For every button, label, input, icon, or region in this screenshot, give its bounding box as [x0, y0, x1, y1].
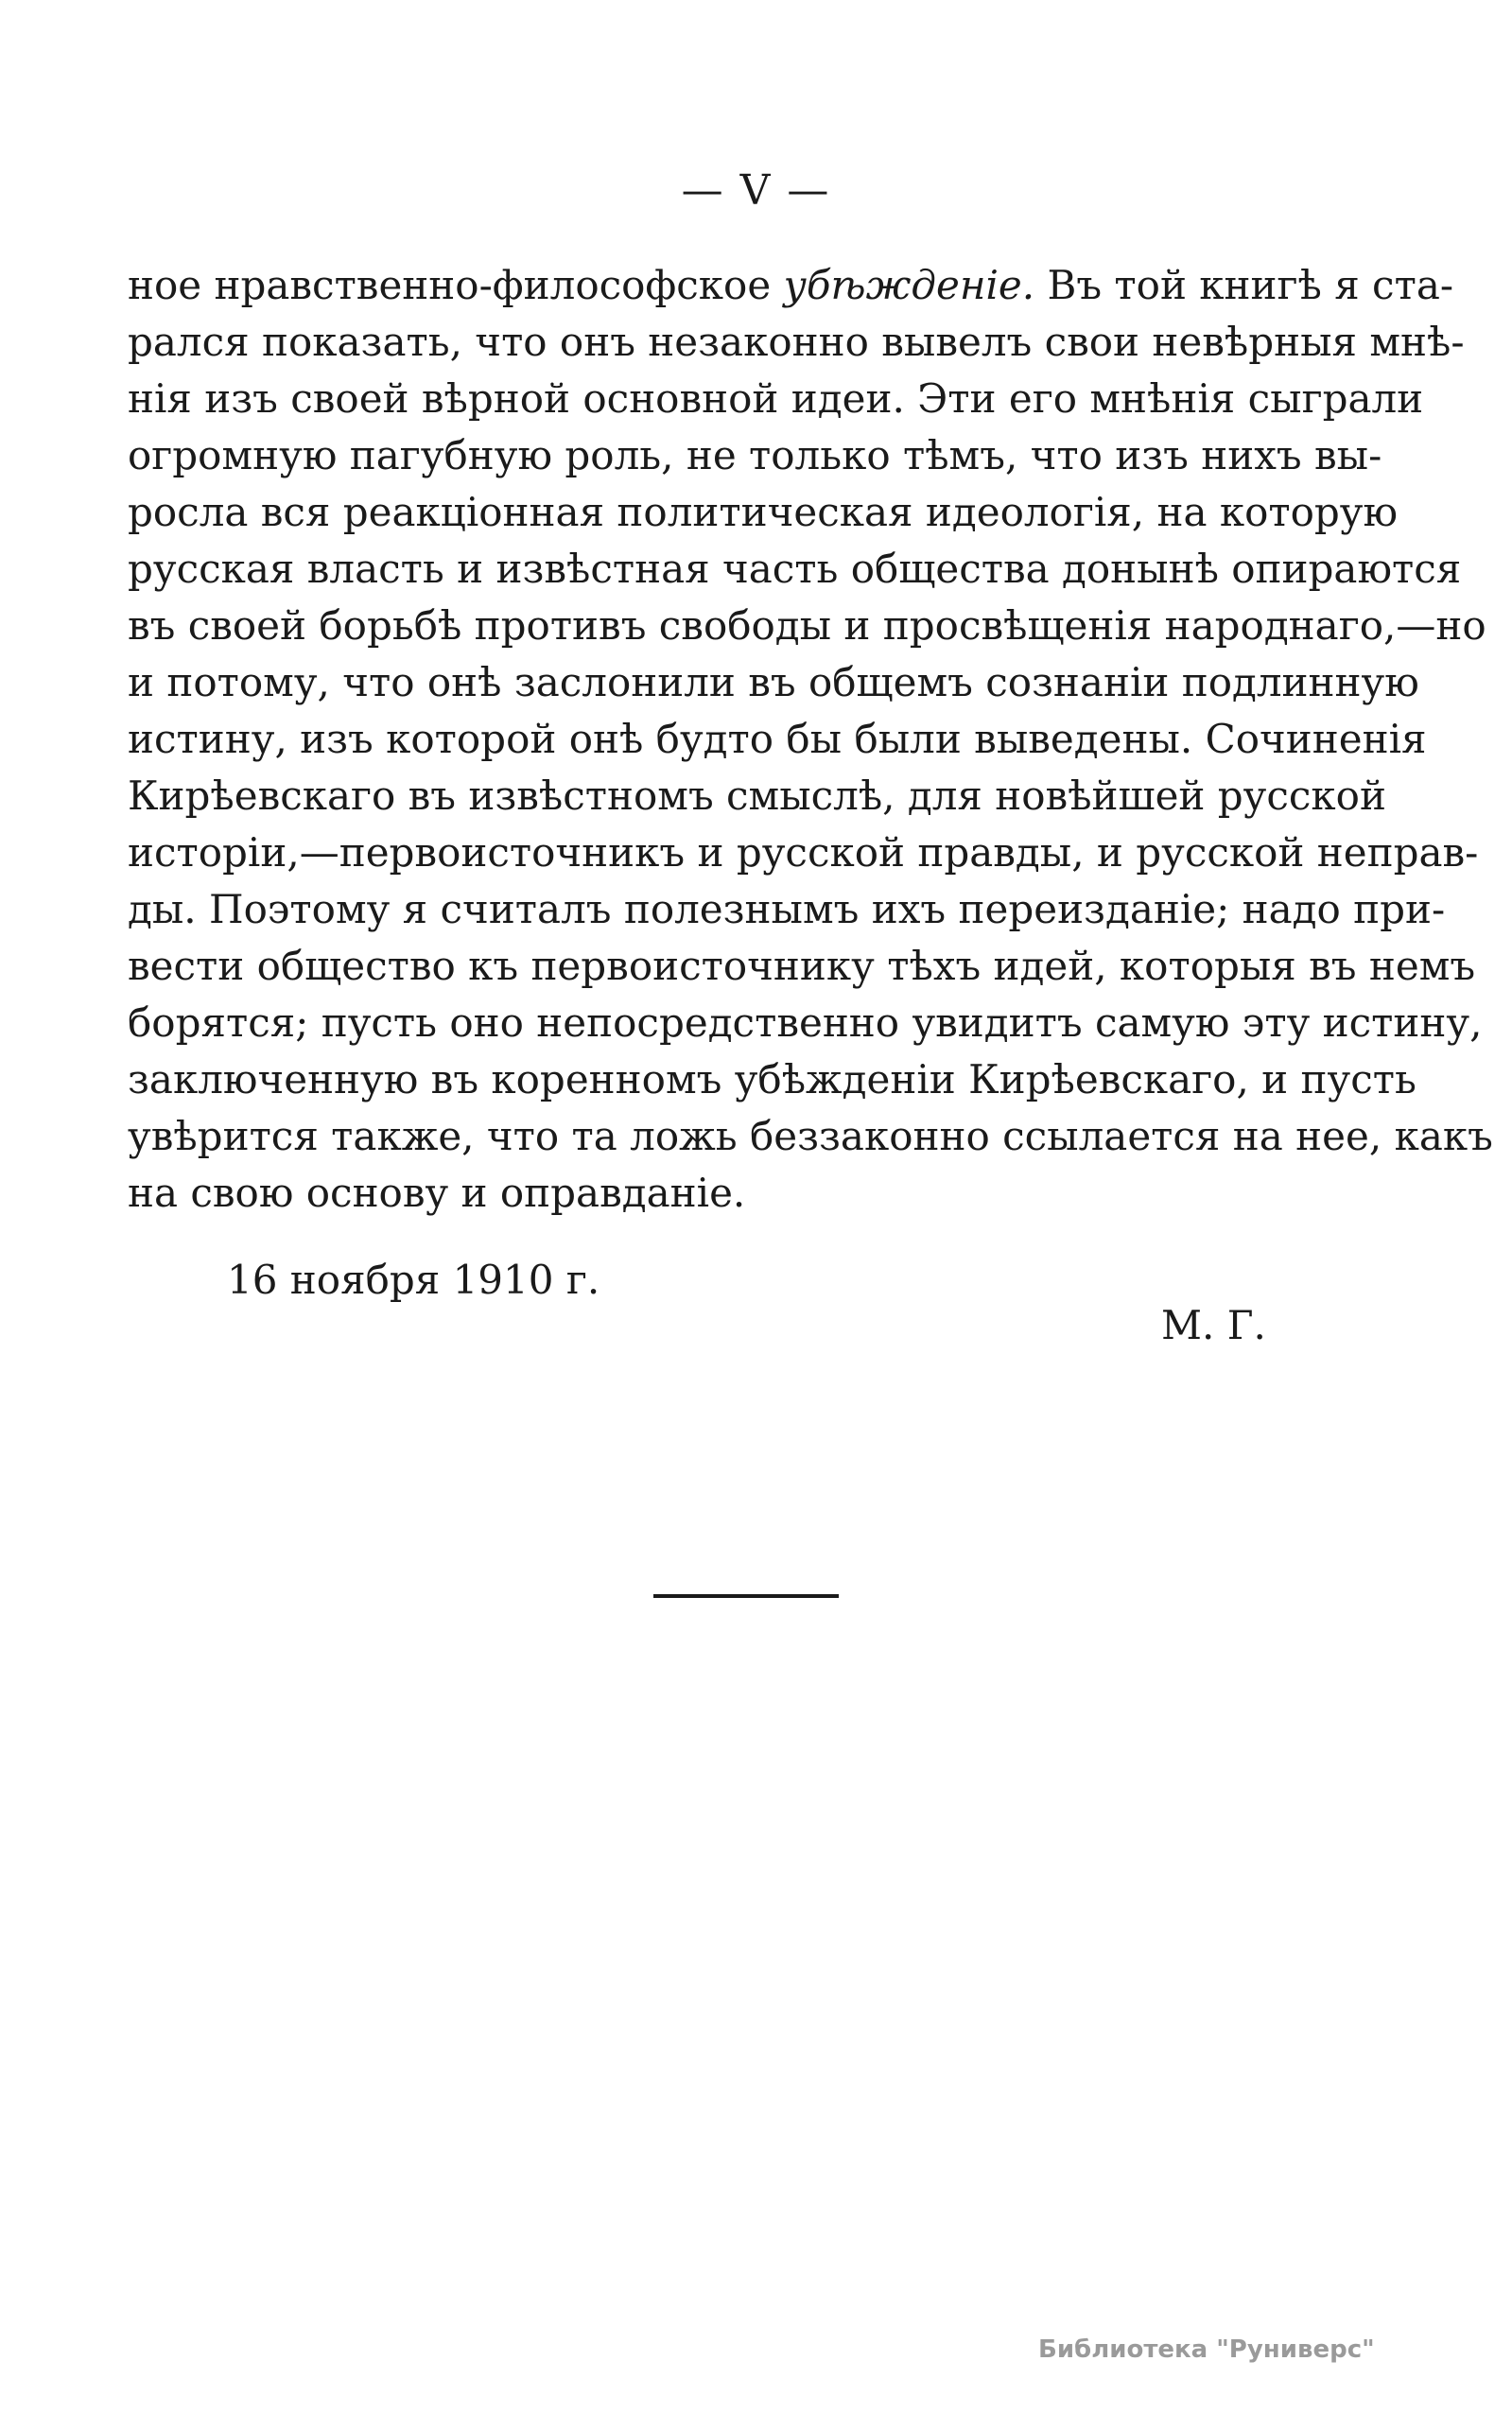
text-line: росла вся реакціонная политическая идеологія, на которую — [128, 489, 1399, 535]
text-line: истину, изъ которой онѣ будто бы были выведены. Сочиненія — [128, 716, 1427, 762]
text-line: ное нравственно-философское убѣжденіе. Въ той книгѣ я ста- — [128, 262, 1454, 308]
signature: М. Г. — [1161, 1302, 1266, 1348]
text-line: рался показать, что онъ незаконно вывелъ свои невѣрныя мнѣ- — [128, 319, 1465, 365]
text-line: въ своей борьбѣ противъ свободы и просвѣщенія народнаго,—но — [128, 602, 1486, 649]
text-line: исторіи,—первоисточникъ и русской правды, и русской неправ- — [128, 829, 1479, 876]
date-line: 16 ноября 1910 г. — [227, 1257, 600, 1303]
emphasis: убѣжденіе. — [783, 262, 1035, 308]
page-number: — V — — [681, 166, 831, 215]
text-line: огромную пагубную роль, не только тѣмъ, что изъ нихъ вы- — [128, 432, 1382, 478]
text-line: вести общество къ первоисточнику тѣхъ идей, которыя въ немъ — [128, 943, 1476, 989]
text-line: нія изъ своей вѣрной основной идеи. Эти его мнѣнія сыграли — [128, 375, 1424, 422]
text-line: борятся; пусть оно непосредственно увидитъ самую эту истину, — [128, 999, 1483, 1046]
text-line: заключенную въ коренномъ убѣжденіи Кирѣевскаго, и пусть — [128, 1056, 1416, 1102]
text-line: и потому, что онѣ заслонили въ общемъ сознаніи подлинную — [128, 659, 1419, 705]
text-line: увѣрится также, что та ложь беззаконно ссылается на нее, какъ — [128, 1113, 1493, 1159]
section-divider — [653, 1594, 839, 1598]
body-text — [128, 257, 1493, 1222]
library-watermark: Библиотека "Руниверс" — [1038, 2335, 1375, 2364]
text-line: ды. Поэтому я считалъ полезнымъ ихъ переизданіе; надо при- — [128, 886, 1446, 932]
text-line: на свою основу и оправданіе. — [128, 1170, 746, 1216]
text-line: русская власть и извѣстная часть общества донынѣ опираются — [128, 546, 1462, 592]
text-line: Кирѣевскаго въ извѣстномъ смыслѣ, для новѣйшей русской — [128, 773, 1386, 819]
